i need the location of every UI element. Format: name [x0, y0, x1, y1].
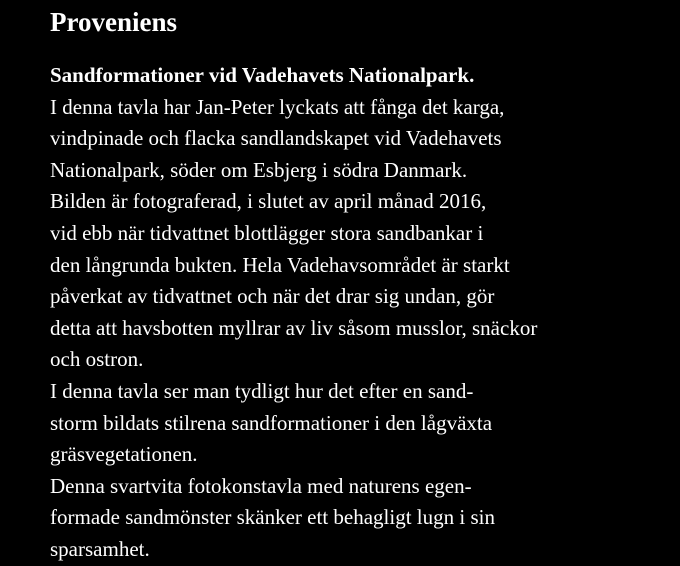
text-line: Bilden är fotograferad, i slutet av april månad 2016, [50, 189, 487, 214]
text-line: påverkat av tidvattnet och när det drar sig undan, gör [50, 284, 495, 309]
text-line: sparsamhet. [50, 536, 150, 561]
text-line: formade sandmönster skänker ett behagligt lugn i sin [50, 505, 495, 530]
text-line: den långrunda bukten. Hela Vadehavsområdet är starkt [50, 252, 510, 277]
text-line: vid ebb när tidvattnet blottlägger stora sandbankar i [50, 220, 484, 245]
text-line: vindpinade och flacka sandlandskapet vid Vadehavets [50, 126, 502, 151]
text-line: detta att havsbotten myllrar av liv såsom musslor, snäckor [50, 315, 538, 340]
text-line: I denna tavla ser man tydligt hur det efter en sand- [50, 378, 474, 403]
artwork-title-line: Sandformationer vid Vadehavets Nationalpark. [50, 63, 475, 87]
description-text [50, 60, 537, 566]
text-line: Nationalpark, söder om Esbjerg i södra Danmark. [50, 157, 468, 182]
section-heading: Proveniens [50, 7, 177, 37]
text-line: gräsvegetationen. [50, 442, 198, 467]
text-line: storm bildats stilrena sandformationer i den lågväxta [50, 410, 493, 435]
text-line: I denna tavla har Jan-Peter lyckats att fånga det karga, [50, 94, 505, 119]
text-line: Denna svartvita fotokonstavla med naturens egen- [50, 473, 472, 498]
text-line: och ostron. [50, 347, 144, 372]
